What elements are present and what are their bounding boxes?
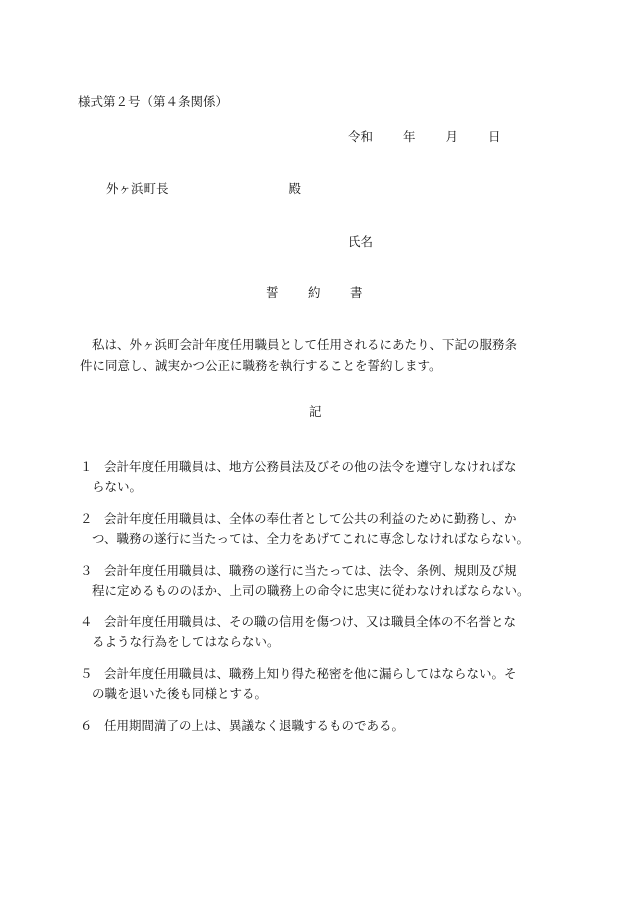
form-number-label: 様式第２号（第４条関係） xyxy=(78,94,229,109)
intro-line: 件に同意し、誠実かつ公正に職務を執行することを誓約します。 xyxy=(80,358,442,373)
item-text: 会計年度任用職員は、地方公務員法及びその他の法令を遵守しなければな xyxy=(104,459,517,474)
item-text-continued: るような行為をしてはならない。 xyxy=(92,633,280,649)
title-char: 誓 xyxy=(266,285,279,300)
item-number: ４ xyxy=(80,614,93,629)
item-number: ６ xyxy=(80,718,93,733)
document-title xyxy=(266,287,363,300)
item-text: 会計年度任用職員は、その職の信用を傷つけ、又は職員全体の不名誉とな xyxy=(104,614,517,629)
item-text-continued: らない。 xyxy=(92,478,143,494)
pledge-item xyxy=(80,509,570,548)
date-line xyxy=(348,131,501,144)
addressee-name: 外ヶ浜町長 xyxy=(106,181,169,196)
item-text: 任用期間満了の上は、異議なく退職するものである。 xyxy=(104,718,405,733)
pledge-item xyxy=(80,457,570,496)
honorific: 殿 xyxy=(288,181,302,196)
intro-paragraph xyxy=(80,334,560,376)
pledge-item xyxy=(80,612,570,651)
item-text: 会計年度任用職員は、全体の奉仕者として公共の利益のために勤務し、か xyxy=(104,511,517,526)
date-year: 年 xyxy=(403,129,416,144)
item-number: ２ xyxy=(80,511,93,526)
pledge-item xyxy=(80,716,570,736)
pledge-item xyxy=(80,664,570,703)
title-char: 約 xyxy=(308,285,321,300)
signer-name-label: 氏名 xyxy=(348,234,374,249)
ki-heading: 記 xyxy=(309,404,322,419)
title-char: 書 xyxy=(350,285,363,300)
intro-line: 私は、外ヶ浜町会計年度任用職員として任用されるにあたり、下記の服務条 xyxy=(92,337,518,352)
item-number: ５ xyxy=(80,666,93,681)
item-text-continued: 程に定めるもののほか、上司の職務上の命令に忠実に従わなければならない。 xyxy=(92,582,530,598)
date-era: 令和 xyxy=(348,129,374,144)
date-day: 日 xyxy=(488,129,501,144)
item-text: 会計年度任用職員は、職務の遂行に当たっては、法令、条例、規則及び規 xyxy=(104,563,517,578)
pledge-item xyxy=(80,561,570,600)
item-number: １ xyxy=(80,459,93,474)
item-text: 会計年度任用職員は、職務上知り得た秘密を他に漏らしてはならない。そ xyxy=(104,666,517,681)
date-month: 月 xyxy=(445,129,459,144)
item-text-continued: の職を退いた後も同様とする。 xyxy=(92,685,268,701)
addressee-line xyxy=(106,183,301,196)
item-number: ３ xyxy=(80,563,93,578)
item-text-continued: つ、職務の遂行に当たっては、全力をあげてこれに専念しなければならない。 xyxy=(92,530,530,546)
